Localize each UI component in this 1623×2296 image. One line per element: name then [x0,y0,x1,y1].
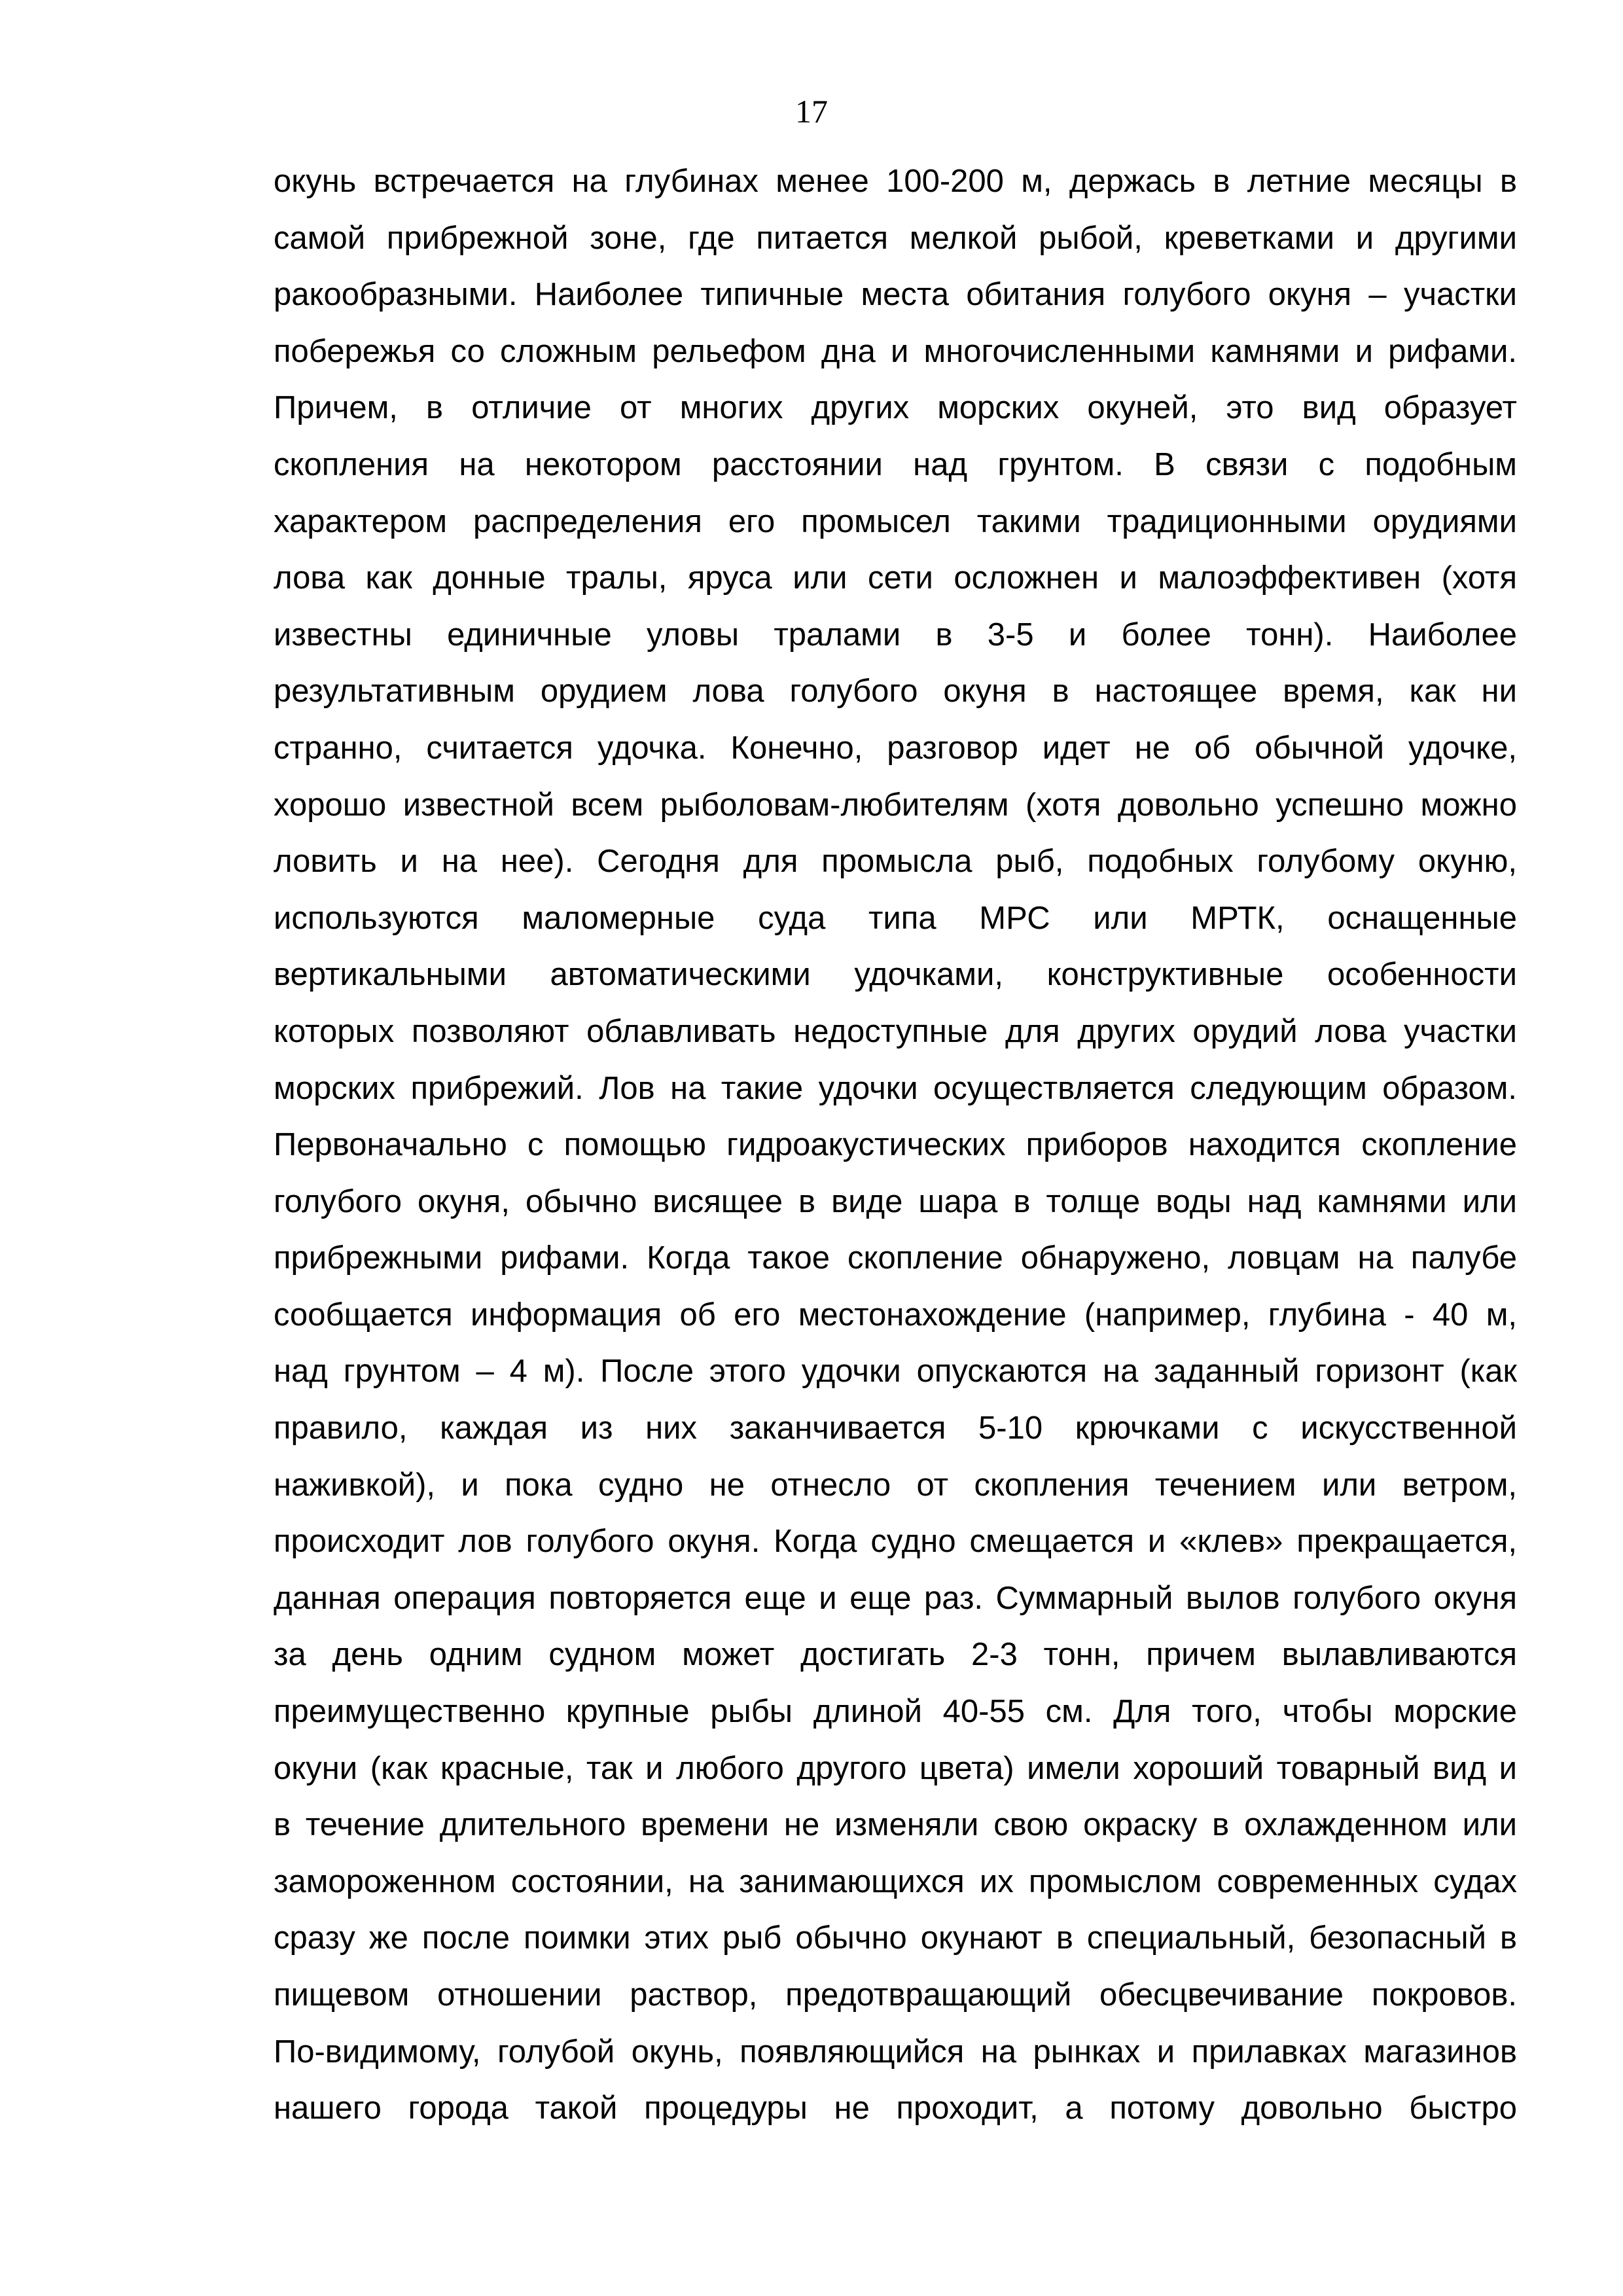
text-line: происходит лов голубого окуня. Когда судно смещается и «клев» прекращается, [274,1524,1517,1560]
text-line: в течение длительного времени не изменяли свою окраску в охлажденном или [274,1807,1517,1843]
text-line: преимущественно крупные рыбы длиной 40-55 см. Для того, чтобы морские [274,1694,1517,1730]
text-line: скопления на некотором расстоянии над грунтом. В связи с подобным [274,446,1517,482]
page-number: 17 [795,93,828,130]
text-line: нашего города такой процедуры не проходит, а потому довольно быстро [274,2090,1517,2126]
text-line: окуни (как красные, так и любого другого цвета) имели хороший товарный вид и [274,1750,1517,1786]
text-line: известны единичные уловы тралами в 3-5 и более тонн). Наиболее [274,617,1517,653]
text-line: пищевом отношении раствор, предотвращающий обесцвечивание покровов. [274,1977,1517,2013]
text-line: Причем, в отличие от многих других морских окуней, это вид образует [274,390,1517,426]
text-line: окунь встречается на глубинах менее 100-200 м, держась в летние месяцы в [274,164,1517,199]
text-line: хорошо известной всем рыболовам-любителям (хотя довольно успешно можно [274,787,1517,823]
text-line: наживкой), и пока судно не отнесло от скопления течением или ветром, [274,1467,1517,1503]
text-line: голубого окуня, обычно висящее в виде шара в толще воды над камнями или [274,1183,1517,1219]
text-line: самой прибрежной зоне, где питается мелкой рыбой, креветками и другими [274,220,1517,256]
text-line: сообщается информация об его местонахождение (например, глубина - 40 м, [274,1297,1517,1333]
text-line: характером распределения его промысел такими традиционными орудиями [274,503,1517,539]
text-line: вертикальными автоматическими удочками, конструктивные особенности [274,957,1517,993]
text-line: странно, считается удочка. Конечно, разговор идет не об обычной удочке, [274,730,1517,766]
text-line: используются маломерные суда типа МРС или МРТК, оснащенные [274,900,1517,936]
text-line: данная операция повторяется еще и еще раз. Суммарный вылов голубого окуня [274,1580,1517,1616]
text-line: лова как донные тралы, яруса или сети осложнен и малоэффективен (хотя [274,560,1517,596]
text-line: правило, каждая из них заканчивается 5-10 крючками с искусственной [274,1410,1517,1446]
text-line: ракообразными. Наиболее типичные места обитания голубого окуня – участки [274,277,1517,313]
text-line: ловить и на нее). Сегодня для промысла рыб, подобных голубому окуню, [274,844,1517,880]
text-line: которых позволяют облавливать недоступные для других орудий лова участки [274,1013,1517,1049]
text-line: сразу же после поимки этих рыб обычно окунают в специальный, безопасный в [274,1920,1517,1956]
text-line: побережья со сложным рельефом дна и многочисленными камнями и рифами. [274,333,1517,369]
text-line: По-видимому, голубой окунь, появляющийся на рынках и прилавках магазинов [274,2034,1517,2070]
text-line: замороженном состоянии, на занимающихся их промыслом современных судах [274,1863,1517,1899]
body-text [274,153,1517,2137]
text-line: Первоначально с помощью гидроакустических приборов находится скопление [274,1127,1517,1163]
text-line: морских прибрежий. Лов на такие удочки осуществляется следующим образом. [274,1070,1517,1106]
text-line: прибрежными рифами. Когда такое скопление обнаружено, ловцам на палубе [274,1240,1517,1276]
text-line: над грунтом – 4 м). После этого удочки опускаются на заданный горизонт (как [274,1354,1517,1390]
text-line: за день одним судном может достигать 2-3 тонн, причем вылавливаются [274,1637,1517,1673]
text-line: результативным орудием лова голубого окуня в настоящее время, как ни [274,673,1517,709]
